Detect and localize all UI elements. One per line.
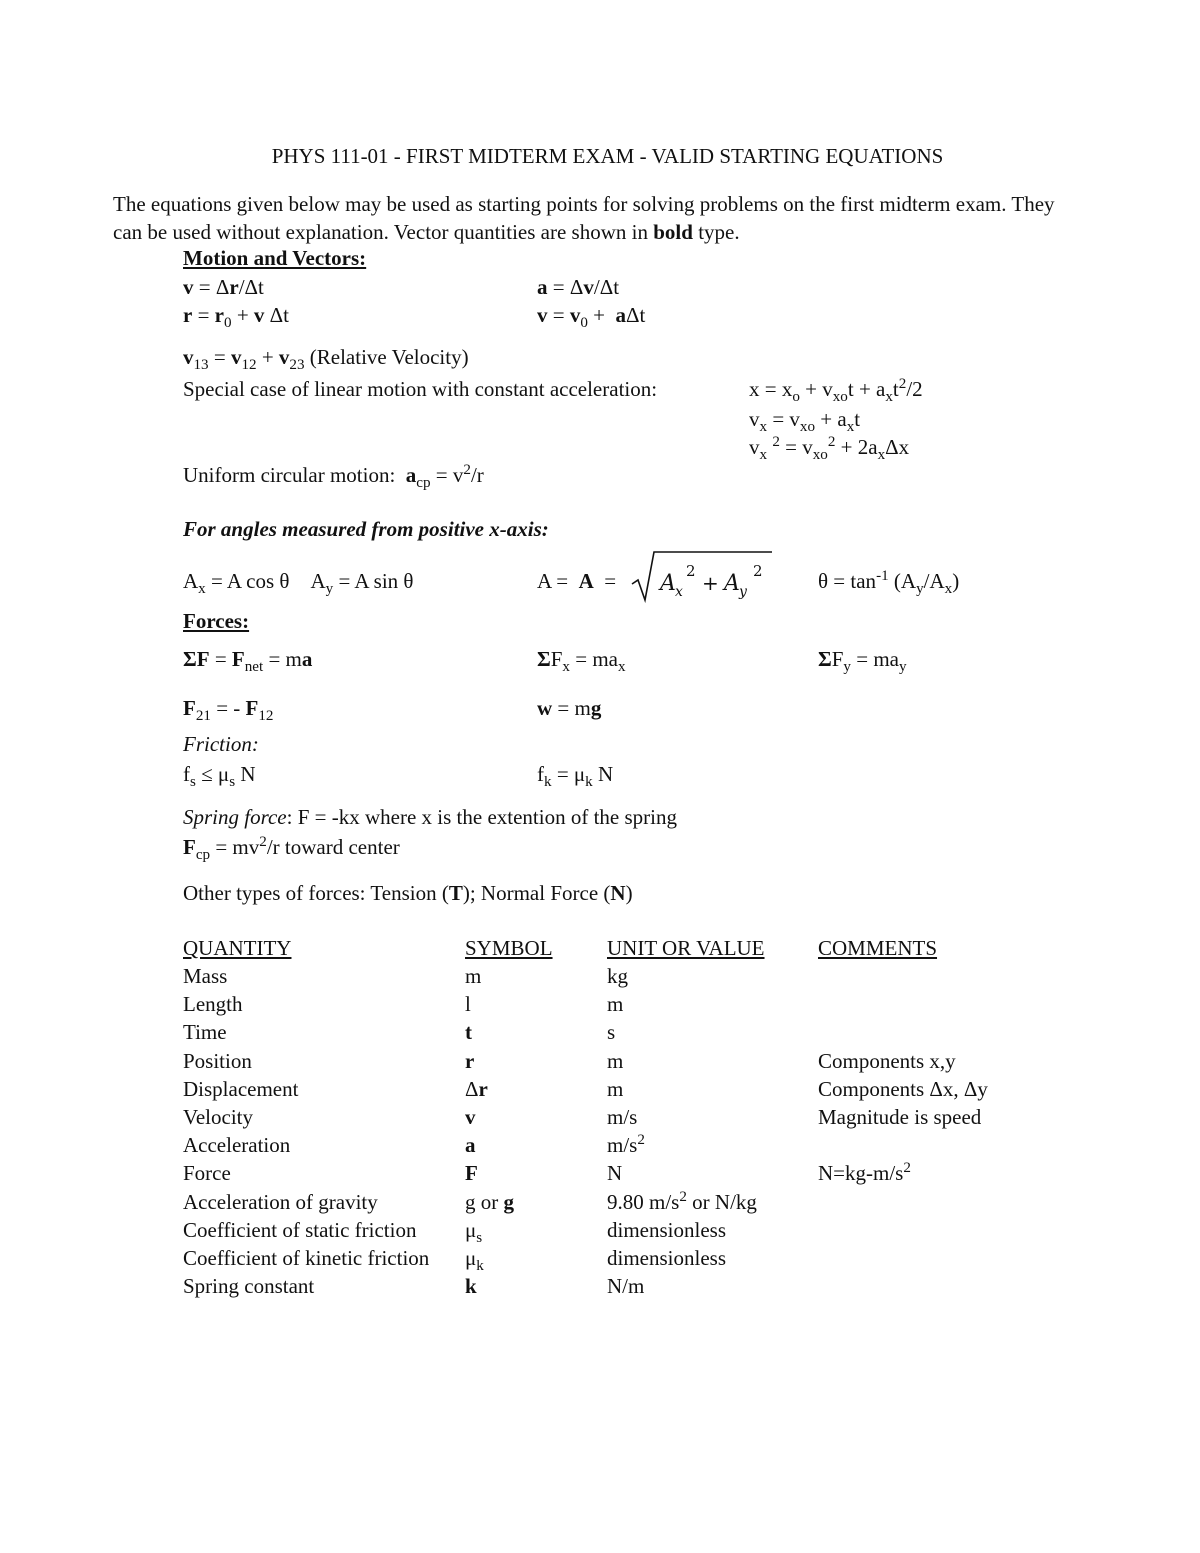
table-header-unit-or-value: UNIT OR VALUE [607, 936, 765, 960]
table-cell-quantity: Force [183, 1161, 231, 1185]
angles-heading: For angles measured from positive x-axis: [183, 517, 549, 541]
table-cell-symbol: t [465, 1020, 472, 1044]
eq-relative-velocity: $v_{13} = v_{12} + v_{23}$ (Relative Velocity) [183, 345, 469, 374]
table-header-comments: COMMENTS [818, 936, 938, 960]
eq-newton-x: $\Sigma F_x = ma_x$ [537, 647, 626, 676]
svg-text:+: + [702, 571, 719, 595]
eq-components: $A_x = A$ cos θ $A_y = A$ sin θ [183, 569, 414, 598]
table-cell-comment: $N=kg-m/s^2$ [818, 1160, 911, 1185]
table-cell-comment: Components x,y [818, 1049, 956, 1073]
eq-spring-force [183, 806, 677, 829]
circular-label: Uniform circular motion: [183, 463, 396, 487]
table-cell-quantity: Acceleration [183, 1133, 291, 1157]
table-cell-unit: dimensionless [607, 1218, 726, 1242]
table-cell-symbol: g or g [465, 1190, 514, 1214]
table-cell-unit: m [607, 1077, 624, 1101]
table-cell-unit: N/m [607, 1274, 645, 1298]
table-cell-unit: kg [607, 964, 628, 988]
intro-text: The equations given below may be used as starting points for solving problems on the first midterm exam. They can be used without explanation. Vector quantities are shown in [113, 192, 1055, 244]
eq-kinematic-position: $x = x_o + v_{xo}t + a_xt^2/2$ [749, 376, 923, 406]
eq-newton-y: $\Sigma F_y = ma_y$ [818, 647, 907, 676]
table-cell-symbol: Δr [465, 1077, 488, 1101]
svg-text:x: x [675, 584, 683, 600]
table-cell-symbol: k [465, 1274, 477, 1298]
eq-weight: w = mg [537, 696, 602, 720]
table-cell-quantity: Coefficient of kinetic friction [183, 1246, 430, 1270]
table-cell-quantity: Spring constant [183, 1274, 315, 1298]
table-cell-quantity: Length [183, 992, 243, 1016]
table-cell-unit: dimensionless [607, 1246, 726, 1270]
eq-magnitude-prefix: A = A = [537, 569, 617, 593]
eq-velocity-def: v = Δr/Δt [183, 275, 264, 299]
table-cell-unit: N [607, 1161, 623, 1185]
svg-text:y: y [739, 584, 747, 600]
table-cell-symbol: F [465, 1161, 478, 1185]
svg-text:A: A [660, 571, 676, 596]
page-title: PHYS 111-01 - FIRST MIDTERM EXAM - VALID STARTING EQUATIONS [271, 144, 944, 168]
eq-static-friction: $f_s \le \mu_s$ N [183, 762, 256, 791]
table-cell-comment: Components Δx, Δy [818, 1077, 988, 1101]
table-cell-quantity: Mass [183, 964, 228, 988]
forces-heading: Forces: [183, 609, 250, 633]
other-forces-suffix: ) [625, 881, 633, 905]
svg-text:2: 2 [686, 562, 696, 580]
other-forces-mid: ); Normal Force ( [462, 881, 611, 905]
table-cell-symbol: m [465, 964, 482, 988]
table-cell-symbol: r [465, 1049, 475, 1073]
table-cell-quantity: Acceleration of gravity [183, 1190, 378, 1214]
special-case-label: Special case of linear motion with constant acceleration: [183, 377, 658, 401]
table-cell-symbol: $\mu_s$ [465, 1218, 483, 1247]
eq-kinematic-velocity-squared: $v_x$ $^2 = v_{xo}^2 + 2a_x\Delta x$ [749, 434, 910, 464]
eq-centripetal-force: $F_{cp} = mv^2/r$ toward center [183, 834, 400, 864]
table-cell-quantity: Displacement [183, 1077, 299, 1101]
table-cell-quantity: Position [183, 1049, 252, 1073]
eq-angle: $\theta = \tan^{-1} (A_y/A_x)$ [818, 568, 960, 598]
intro-paragraph [113, 190, 1073, 246]
table-cell-quantity: Coefficient of static friction [183, 1218, 417, 1242]
eq-kinematic-velocity: $v_x = v_{xo} + a_xt$ [749, 407, 861, 436]
table-cell-unit: m [607, 992, 624, 1016]
table-cell-unit: m [607, 1049, 624, 1073]
table-cell-unit: s [607, 1020, 616, 1044]
spring-text: : F = -kx where x is the extention of the spring [286, 805, 677, 829]
svg-text:2: 2 [753, 562, 763, 580]
table-cell-unit: m/s [607, 1105, 638, 1129]
svg-text:A: A [724, 571, 740, 596]
eq-newton-second: $\Sigma F = F_{net}$ = ma [183, 647, 313, 676]
intro-text-end: type. [692, 220, 740, 244]
eq-newton-third: $F_{21}$ = - $F_{12}$ [183, 696, 274, 725]
motion-heading: Motion and Vectors: [183, 246, 367, 270]
table-cell-symbol: a [465, 1133, 476, 1157]
table-cell-quantity: Velocity [183, 1105, 253, 1129]
table-header-symbol: SYMBOL [465, 936, 553, 960]
table-cell-symbol: v [465, 1105, 476, 1129]
relative-velocity-label: (Relative Velocity) [309, 345, 469, 369]
intro-bold-word: bold [653, 220, 693, 244]
eq-velocity: $v = v_0 + a\Delta t$ [537, 303, 646, 332]
table-cell-unit: 9.80 $m/s^2$ or N/kg [607, 1189, 757, 1214]
other-forces: Other types of forces: Tension (T); Normal Force (N) [183, 881, 633, 905]
table-cell-symbol: l [465, 992, 471, 1016]
fcp-text: /r toward center [266, 835, 400, 859]
table-cell-unit: $m/s^2$ [607, 1132, 645, 1157]
eq-acceleration-def: a = Δv/Δt [537, 275, 620, 299]
table-cell-symbol: $\mu_k$ [465, 1246, 484, 1275]
friction-label: Friction: [183, 732, 259, 756]
table-header-quantity: QUANTITY [183, 936, 292, 960]
eq-circular-motion: Uniform circular motion: $a_{cp} = v^2/r$ [183, 462, 484, 492]
other-forces-prefix: Other types of forces: Tension ( [183, 881, 449, 905]
eq-kinetic-friction: $f_k = \mu_k$ N [537, 762, 614, 791]
table-cell-quantity: Time [183, 1020, 227, 1044]
eq-magnitude-sqrt [630, 548, 775, 606]
eq-position: $r = r_0 + v$ Δt [183, 303, 289, 332]
table-cell-comment: Magnitude is speed [818, 1105, 982, 1129]
spring-label: Spring force [183, 805, 287, 829]
